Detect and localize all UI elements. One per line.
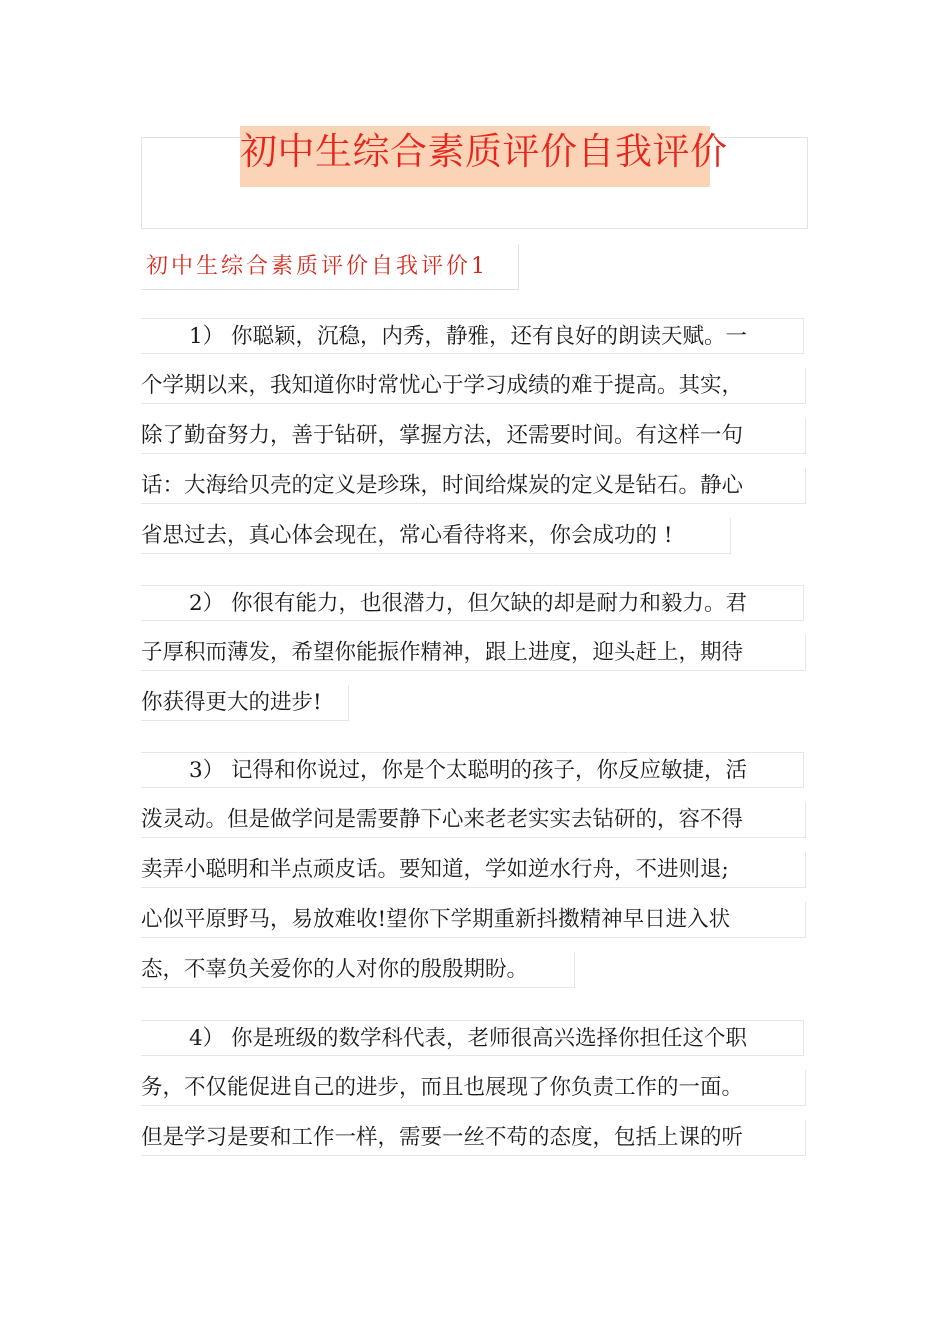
paragraph-line: 4） 你是班级的数学科代表，老师很高兴选择你担任这个职: [141, 1020, 804, 1056]
document-title: 初中生综合素质评价自我评价: [240, 130, 728, 173]
section-heading: 初中生综合素质评价自我评价1: [146, 254, 488, 279]
paragraph-line: 子厚积而薄发，希望你能振作精神，跟上进度，迎头赶上，期待: [141, 635, 806, 671]
paragraph-line: 个学期以来，我知道你时常忧心于学习成绩的难于提高。其实，: [141, 368, 806, 404]
paragraph-line: 3） 记得和你说过，你是个太聪明的孩子，你反应敏捷，活: [141, 752, 804, 788]
paragraph-line: 卖弄小聪明和半点顽皮话。要知道，学如逆水行舟，不进则退;: [141, 852, 806, 888]
paragraph-line: 心似平原野马，易放难收!望你下学期重新抖擞精神早日进入状: [141, 902, 806, 938]
paragraph-line: 务，不仅能促进自己的进步，而且也展现了你负责工作的一面。: [141, 1070, 806, 1106]
paragraph-line: 你获得更大的进步!: [141, 685, 349, 721]
paragraph-line: 省思过去，真心体会现在，常心看待将来，你会成功的 !: [141, 518, 731, 554]
paragraph-line: 2） 你很有能力，也很潜力，但欠缺的却是耐力和毅力。君: [141, 585, 804, 621]
paragraph-line: 态，不辜负关爱你的人对你的殷殷期盼。: [141, 952, 575, 988]
paragraph-line: 除了勤奋努力，善于钻研，掌握方法，还需要时间。有这样一句: [141, 418, 806, 454]
paragraph-line: 泼灵动。但是做学问是需要静下心来老老实实去钻研的，容不得: [141, 802, 806, 838]
paragraph-line: 但是学习是要和工作一样，需要一丝不苟的态度，包括上课的听: [141, 1120, 806, 1156]
paragraph-line: 1） 你聪颖，沉稳，内秀，静雅，还有良好的朗读天赋。一: [141, 318, 804, 354]
paragraph-line: 话：大海给贝壳的定义是珍珠，时间给煤炭的定义是钻石。静心: [141, 468, 806, 504]
